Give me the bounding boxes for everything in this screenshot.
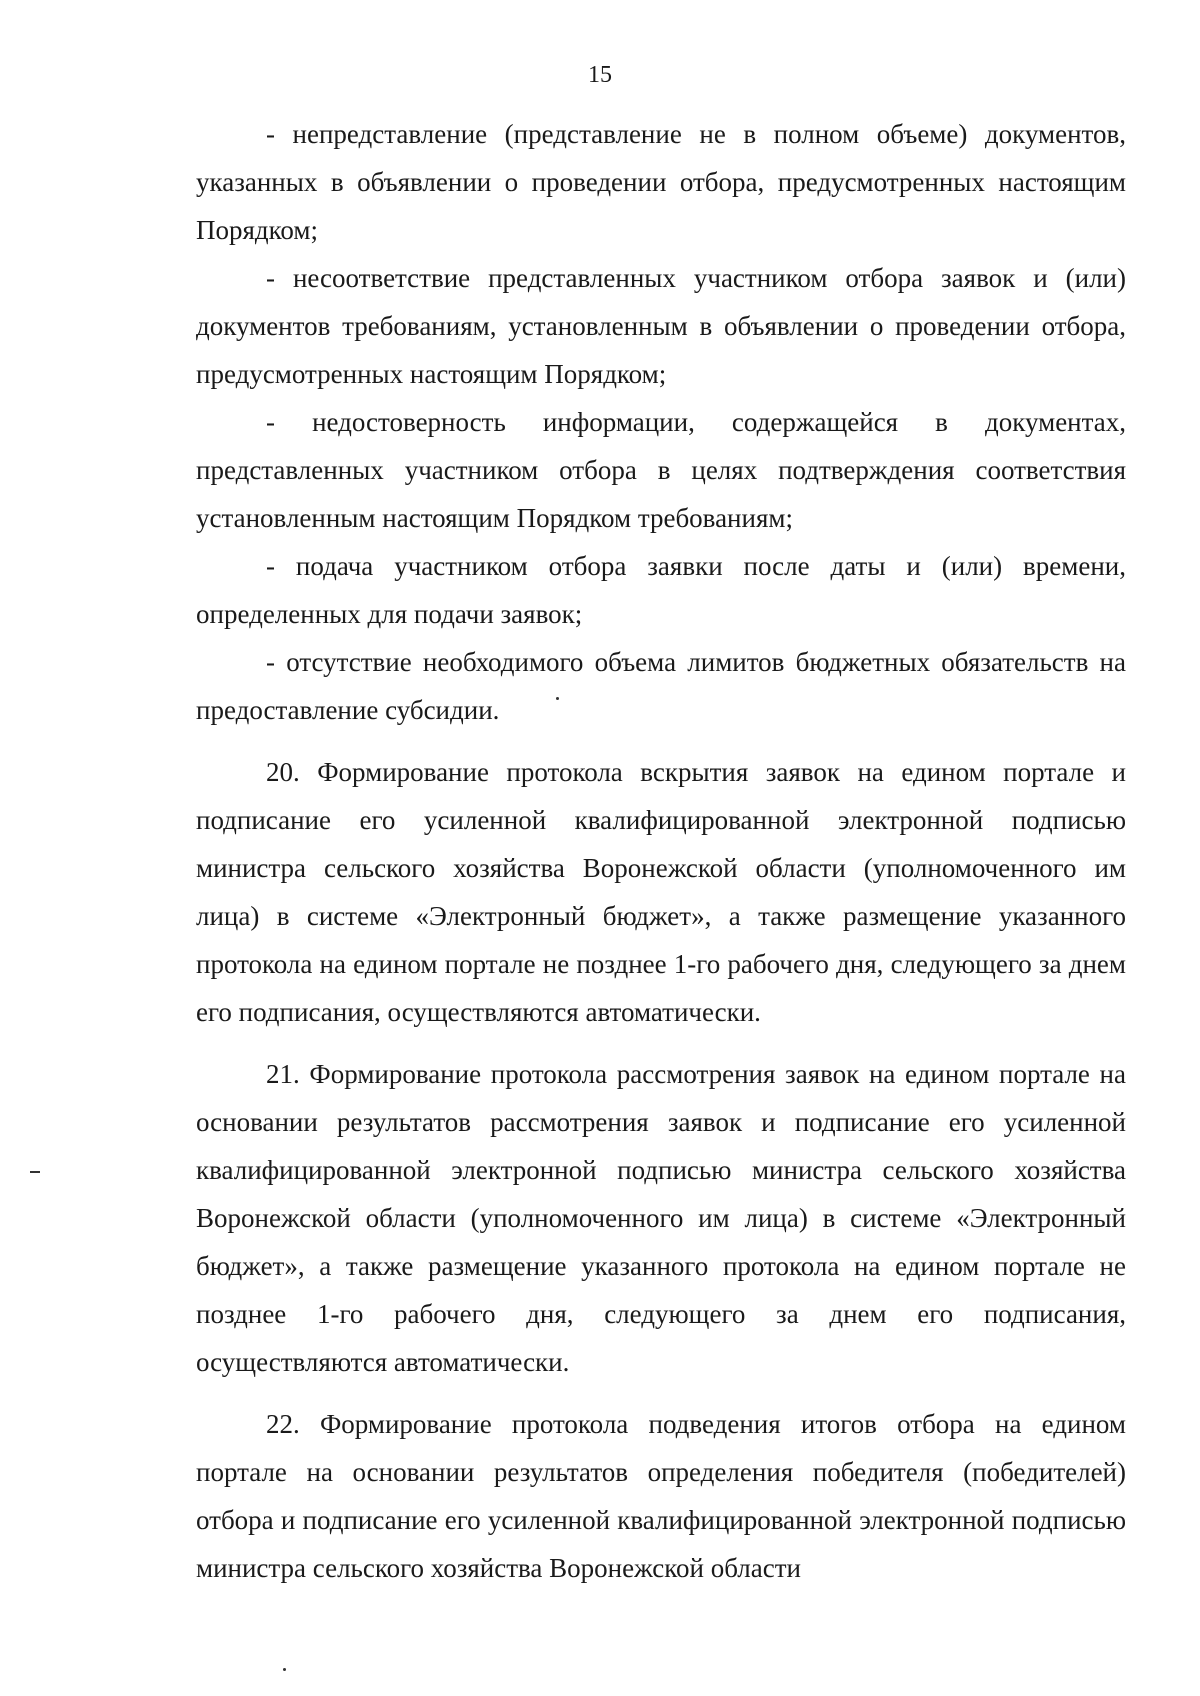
paragraph-clause-20: 20. Формирование протокола вскрытия заявок на едином портале и подписание его усиленной квалифицированной электронной подписью министра сельского хозяйства Воронежской области (уполномоченного им лица) в системе «Электронный бюджет», а также размещение указанного протокола на едином портале не позднее 1-го рабочего дня, следующего за днем его подписания, осуществляются автоматически. [196, 757, 1126, 1027]
document-body [196, 110, 1126, 1592]
paragraph-nonsubmission: - непредставление (представление не в полном объеме) документов, указанных в объявлении о проведении отбора, предусмотренных настоящим Порядком; [196, 119, 1126, 245]
paragraph-clause-21: 21. Формирование протокола рассмотрения заявок на едином портале на основании результатов рассмотрения заявок и подписание его усиленной квалифицированной электронной подписью министра сельского хозяйства Воронежской области (уполномоченного им лица) в системе «Электронный бюджет», а также размещение указанного протокола на едином портале не позднее 1-го рабочего дня, следующего за днем его подписания, осуществляются автоматически. [196, 1059, 1126, 1377]
scan-speck [283, 1668, 286, 1671]
paragraph-clause-22: 22. Формирование протокола подведения итогов отбора на едином портале на основании результатов определения победителя (победителей) отбора и подписание его усиленной квалифицированной электронной подписью министра сельского хозяйства Воронежской области [196, 1409, 1126, 1583]
scan-speck [556, 697, 559, 700]
margin-dash-mark [30, 1171, 40, 1173]
paragraph-insufficient-limits: - отсутствие необходимого объема лимитов бюджетных обязательств на предоставление субсидии. [196, 647, 1126, 725]
paragraph-late-submission: - подача участником отбора заявки после даты и (или) времени, определенных для подачи заявок; [196, 551, 1126, 629]
paragraph-noncompliance: - несоответствие представленных участником отбора заявок и (или) документов требованиям, установленным в объявлении о проведении отбора, предусмотренных настоящим Порядком; [196, 263, 1126, 389]
page-number: 15 [588, 62, 612, 88]
paragraph-unreliable-info: - недостоверность информации, содержащейся в документах, представленных участником отбора в целях подтверждения соответствия установленным настоящим Порядком требованиям; [196, 407, 1126, 533]
